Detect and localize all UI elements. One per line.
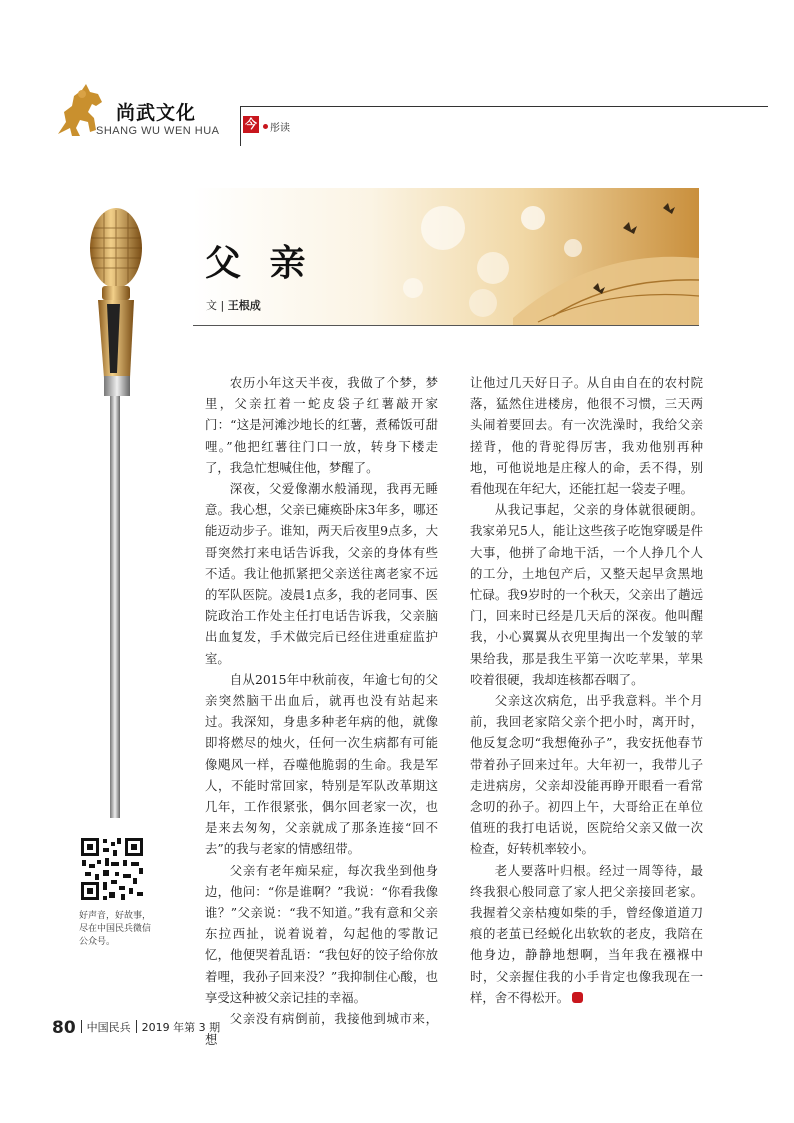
footer-separator [81,1020,82,1033]
page-footer [52,1018,220,1038]
page-number: 80 [52,1018,76,1038]
article-byline [206,297,261,313]
paragraph: 自从2015年中秋前夜，年逾七旬的父亲突然脑干出血后，就再也没有站起来过。我深知，身患多种老年病的他，就像即将燃尽的烛火，任何一次生病都有可能像飓风一样，吞噬他脆弱的生命。我是军人，不能时常回家，特别是军队改革期这几年，工作很紧张，偶尔回老家一次，也是来去匆匆，父亲就成了那条连接“回不去”的我与老家的情感纽带。 [205,671,438,857]
paragraph: 父亲有老年痴呆症，每次我坐到他身边，他问：“你是谁啊？”我说：“你看我像谁？”父亲说：“我不知道。”我有意和父亲东拉西扯，说着说着，勾起他的零散记忆，他便哭着乱语：“我包好的饺子给你放着哩，我孙子回来没？”我抑制住心酸，也享受这种被父亲记挂的幸福。 [205,862,438,1005]
footer-separator [136,1020,137,1033]
paragraph: 从我记事起，父亲的身体就很硬朗。我家弟兄5人，能让这些孩子吃饱穿暖是件大事，他拼了命地干活，一个人挣几个人的工分，土地包产后，又整天起早贪黑地忙碌。我9岁时的一个秋天，父亲出了趟远门，回来时已经是几天后的深夜。他叫醒我，小心翼翼从衣兜里掏出一个发皱的苹果给我，那是我生平第一次吃苹果，苹果咬着很硬，我却连核都吞咽了。 [470,502,703,687]
column-tag-dot-icon [263,124,268,129]
article-title: 父 亲 [205,243,314,284]
paragraph-final [470,860,703,1008]
byline-prefix: 文 [206,299,217,312]
header-divider [240,106,768,107]
brand-subtitle: SHANG WU WEN HUA [96,125,220,137]
column-tag-badge: 今 [244,117,257,131]
header-vertical-divider [240,106,241,146]
article-column-left [205,372,438,1051]
brand-title: 尚武文化 [116,102,197,124]
paragraph-final-text: 老人要落叶归根。经过一周等待，最终我狠心般同意了家人把父亲接回老家。我握着父亲枯瘦如柴的手，曾经像道道刀痕的老茧已经蜕化出软软的老皮，我陪在他身边，静静地想啊，当年我在襁褓中时，父亲握住我的小手肯定也像我现在一样，舍不得松开。 [470,862,703,1005]
paragraph: 农历小年这天半夜，我做了个梦，梦里，父亲扛着一蛇皮袋子红薯敲开家门：“这是河滩沙地长的红薯，煮稀饭可甜哩。”他把红薯往门口一放，转身下楼走了，我急忙想喊住他，梦醒了。 [205,375,438,475]
paragraph: 父亲没有病倒前，我接他到城市来，想 [205,1011,438,1048]
column-tag-label: 彤读 [270,123,290,134]
banner-divider [193,325,699,326]
paragraph: 深夜，父爱像潮水般涌现，我再无睡意。我心想，父亲已瘫痪卧床3年多，哪还能迈动步子。谁知，两天后夜里9点多，大哥突然打来电话告诉我，父亲的身体有些不适。我让他抓紧把父亲送往离老家不远的军队医院。凌晨1点多，我的老同事、医院政治工作处主任打电话告诉我，父亲脑出血复发，手术做完后已经住进重症监护室。 [205,481,438,666]
paragraph-continuation: 让他过几天好日子。从自由自在的农村院落，猛然住进楼房，他很不习惯，三天两头闹着要回去。有一次洗澡时，我给父亲搓背，他的背驼得厉害，我劝他别再种地，可他说地是庄稼人的命，丢不得，别看他现在年纪大，还能扛起一袋麦子哩。 [470,375,703,497]
magazine-name: 中国民兵 [86,1021,131,1034]
byline-separator: | [220,299,228,312]
paragraph: 父亲这次病危，出乎我意料。半个月前，我回老家陪父亲个把小时，离开时，他反复念叨“我想俺孙子”，我安抚他春节带着孙子回来过年。大年初一，我带儿子走进病房，父亲却没能再睁开眼看一看常念叨的孙子。初四上午，大哥给正在单位值班的我打电话说，医院给父亲又做一次检查，好转机率较小。 [470,693,703,857]
end-mark-icon [572,992,583,1003]
qr-code-icon[interactable] [79,836,145,902]
article-column-right [470,372,703,1008]
issue-label: 2019 年第 3 期 [141,1021,221,1034]
microphone-illustration [80,208,160,820]
article-author: 王根成 [227,299,261,312]
qr-caption: 好声音，好故事，尽在中国民兵微信公众号。 [79,911,152,947]
